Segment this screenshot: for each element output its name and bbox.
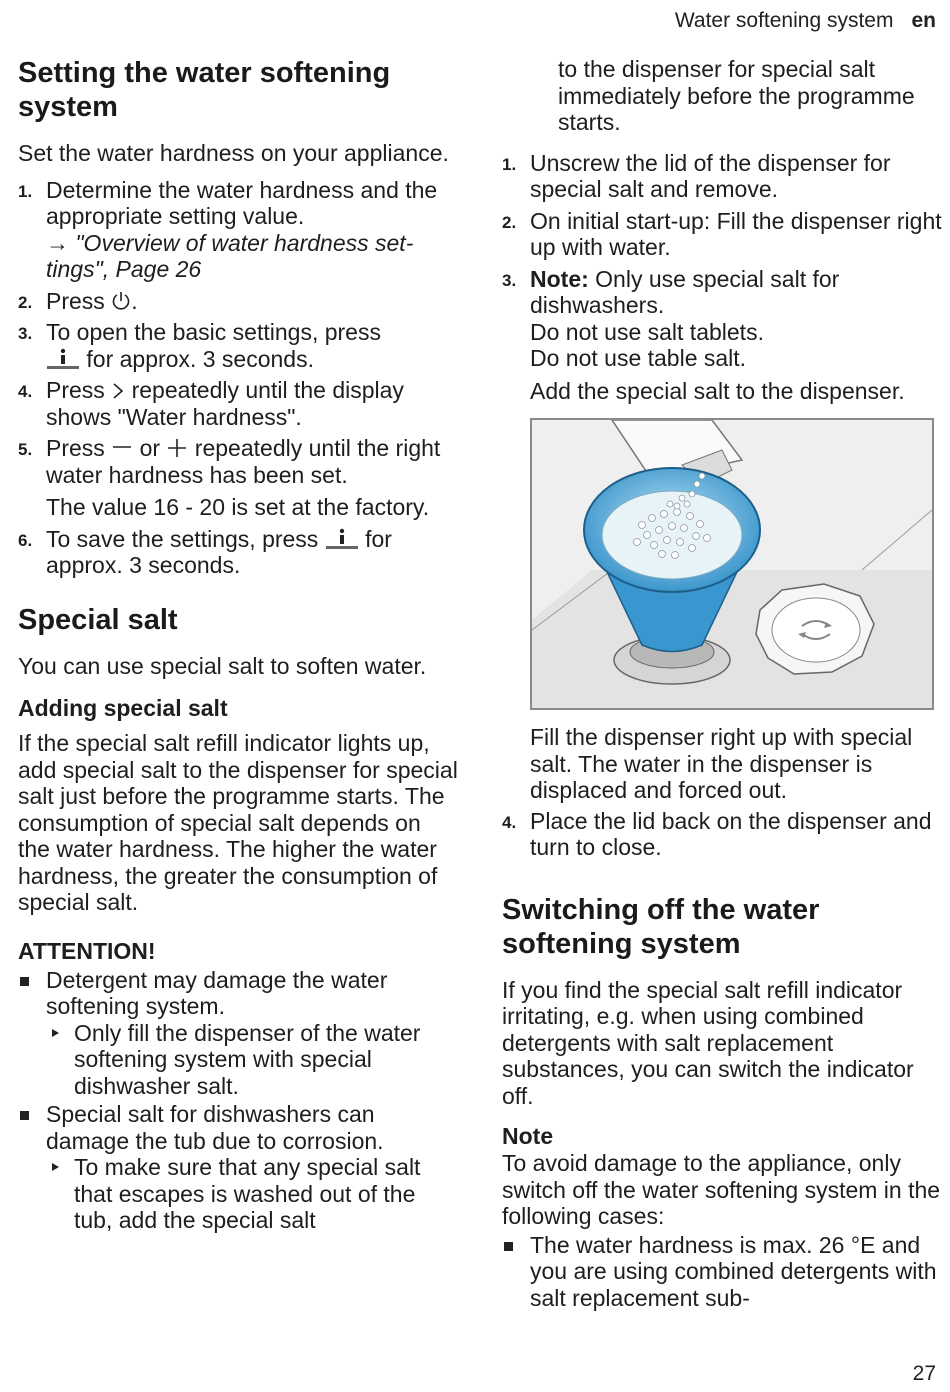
attention-heading: ATTENTION! (18, 937, 156, 964)
setting-steps (18, 177, 458, 579)
salt-step-3: 3. Note: Only use special salt for dishwashers. Do not use salt tablets. Do not use table salt. Add the special salt to the dispenser. (502, 265, 905, 404)
setting-step-3: 3. To open the basic settings, press for approx. 3 seconds. (18, 319, 381, 372)
condition-item: The water hardness is max. 26 °E and you are using combined detergents with salt replacement sub- (502, 1232, 942, 1312)
chevron-right-icon (111, 381, 125, 401)
salt-steps (502, 150, 942, 405)
warning-item: Detergent may damage the water softening system. Only fill the dispenser of the water softening system with special dishwasher salt. (18, 967, 458, 1100)
warning-action: To make sure that any special salt that escapes is washed out of the tub, add the special salt (46, 1154, 458, 1234)
setting-step-6: 6. To save the settings, press for approx. 3 seconds. (18, 525, 392, 578)
conditions-list (502, 1232, 942, 1312)
setup-3sec-icon (325, 528, 359, 550)
continued-text: to the dispenser for special salt immediately before the programme starts. (558, 56, 915, 135)
setting-step-1: 1. Determine the water hardness and the appropriate setting value. → "Overview of water hardness settings", Page 26 (18, 177, 458, 283)
warning-item: Special salt for dishwashers can damage the tub due to corrosion. To make sure that any special salt that escapes is washed out of the tub, add the special salt (18, 1101, 458, 1234)
running-head-section: Water softening system (674, 9, 894, 32)
heading-setting-water-softening: Setting the water softening system (18, 57, 391, 123)
setting-step-4: 4. Press repeatedly until the display shows "Water hardness". (18, 377, 404, 430)
switch-off-text: If you find the special salt refill indicator irritating, e.g. when using combined detergents with salt replacement substances, you can switch the indicator off. (502, 976, 914, 1109)
setting-step-2: 2. Press . (18, 287, 138, 314)
setting-step-5: 5. Press or repeatedly until the right water hardness has been set. The value 16 - 20 is set at the factory. (18, 435, 458, 521)
salt-step-1: 1. Unscrew the lid of the dispenser for special salt and remove. (502, 149, 891, 202)
salt-step-4: 4. Place the lid back on the dispenser and turn to close. (502, 807, 932, 860)
note-label: Note: (530, 265, 589, 292)
special-salt-intro: You can use special salt to soften water. (18, 652, 427, 679)
minus-icon (111, 439, 133, 459)
language-code: en (911, 9, 936, 32)
note-heading: Note (502, 1123, 554, 1149)
factory-setting-note: The value 16 - 20 is set at the factory. (46, 494, 430, 520)
right-column (502, 56, 942, 1313)
fill-dispenser-text: Fill the dispenser right up with special salt. The water in the dispenser is displaced and forced out. (530, 724, 913, 803)
heading-switching-off: Switching off the water softening system (502, 893, 820, 960)
attention-list (18, 967, 458, 1234)
running-head (675, 8, 936, 34)
salt-step-4-list (502, 808, 942, 861)
setup-3sec-icon (46, 348, 80, 370)
heading-special-salt: Special salt (18, 603, 178, 636)
salt-dispenser-illustration (530, 418, 934, 710)
setting-intro: Set the water hardness on your appliance. (18, 140, 449, 166)
note-text: To avoid damage to the appliance, only switch off the water softening system in the following cases: (502, 1150, 941, 1229)
left-column (18, 56, 458, 1236)
salt-step-2: 2. On initial start-up: Fill the dispenser right up with water. (502, 207, 942, 260)
page-number: 27 (912, 1362, 936, 1385)
adding-salt-text: If the special salt refill indicator lights up, add special salt to the dispenser for special salt just before the programme starts. The consumption of special salt depends on the water hardness. The higher the water hardness, the greater the consumption of special salt. (18, 730, 458, 915)
heading-adding-special-salt: Adding special salt (18, 695, 228, 721)
cross-reference: → "Overview of water hardness settings", Page 26 (46, 229, 414, 282)
power-icon (111, 290, 131, 312)
warning-action: Only fill the dispenser of the water softening system with special dishwasher salt. (46, 1020, 458, 1100)
funnel-illustration (532, 420, 932, 708)
plus-icon (166, 439, 188, 459)
